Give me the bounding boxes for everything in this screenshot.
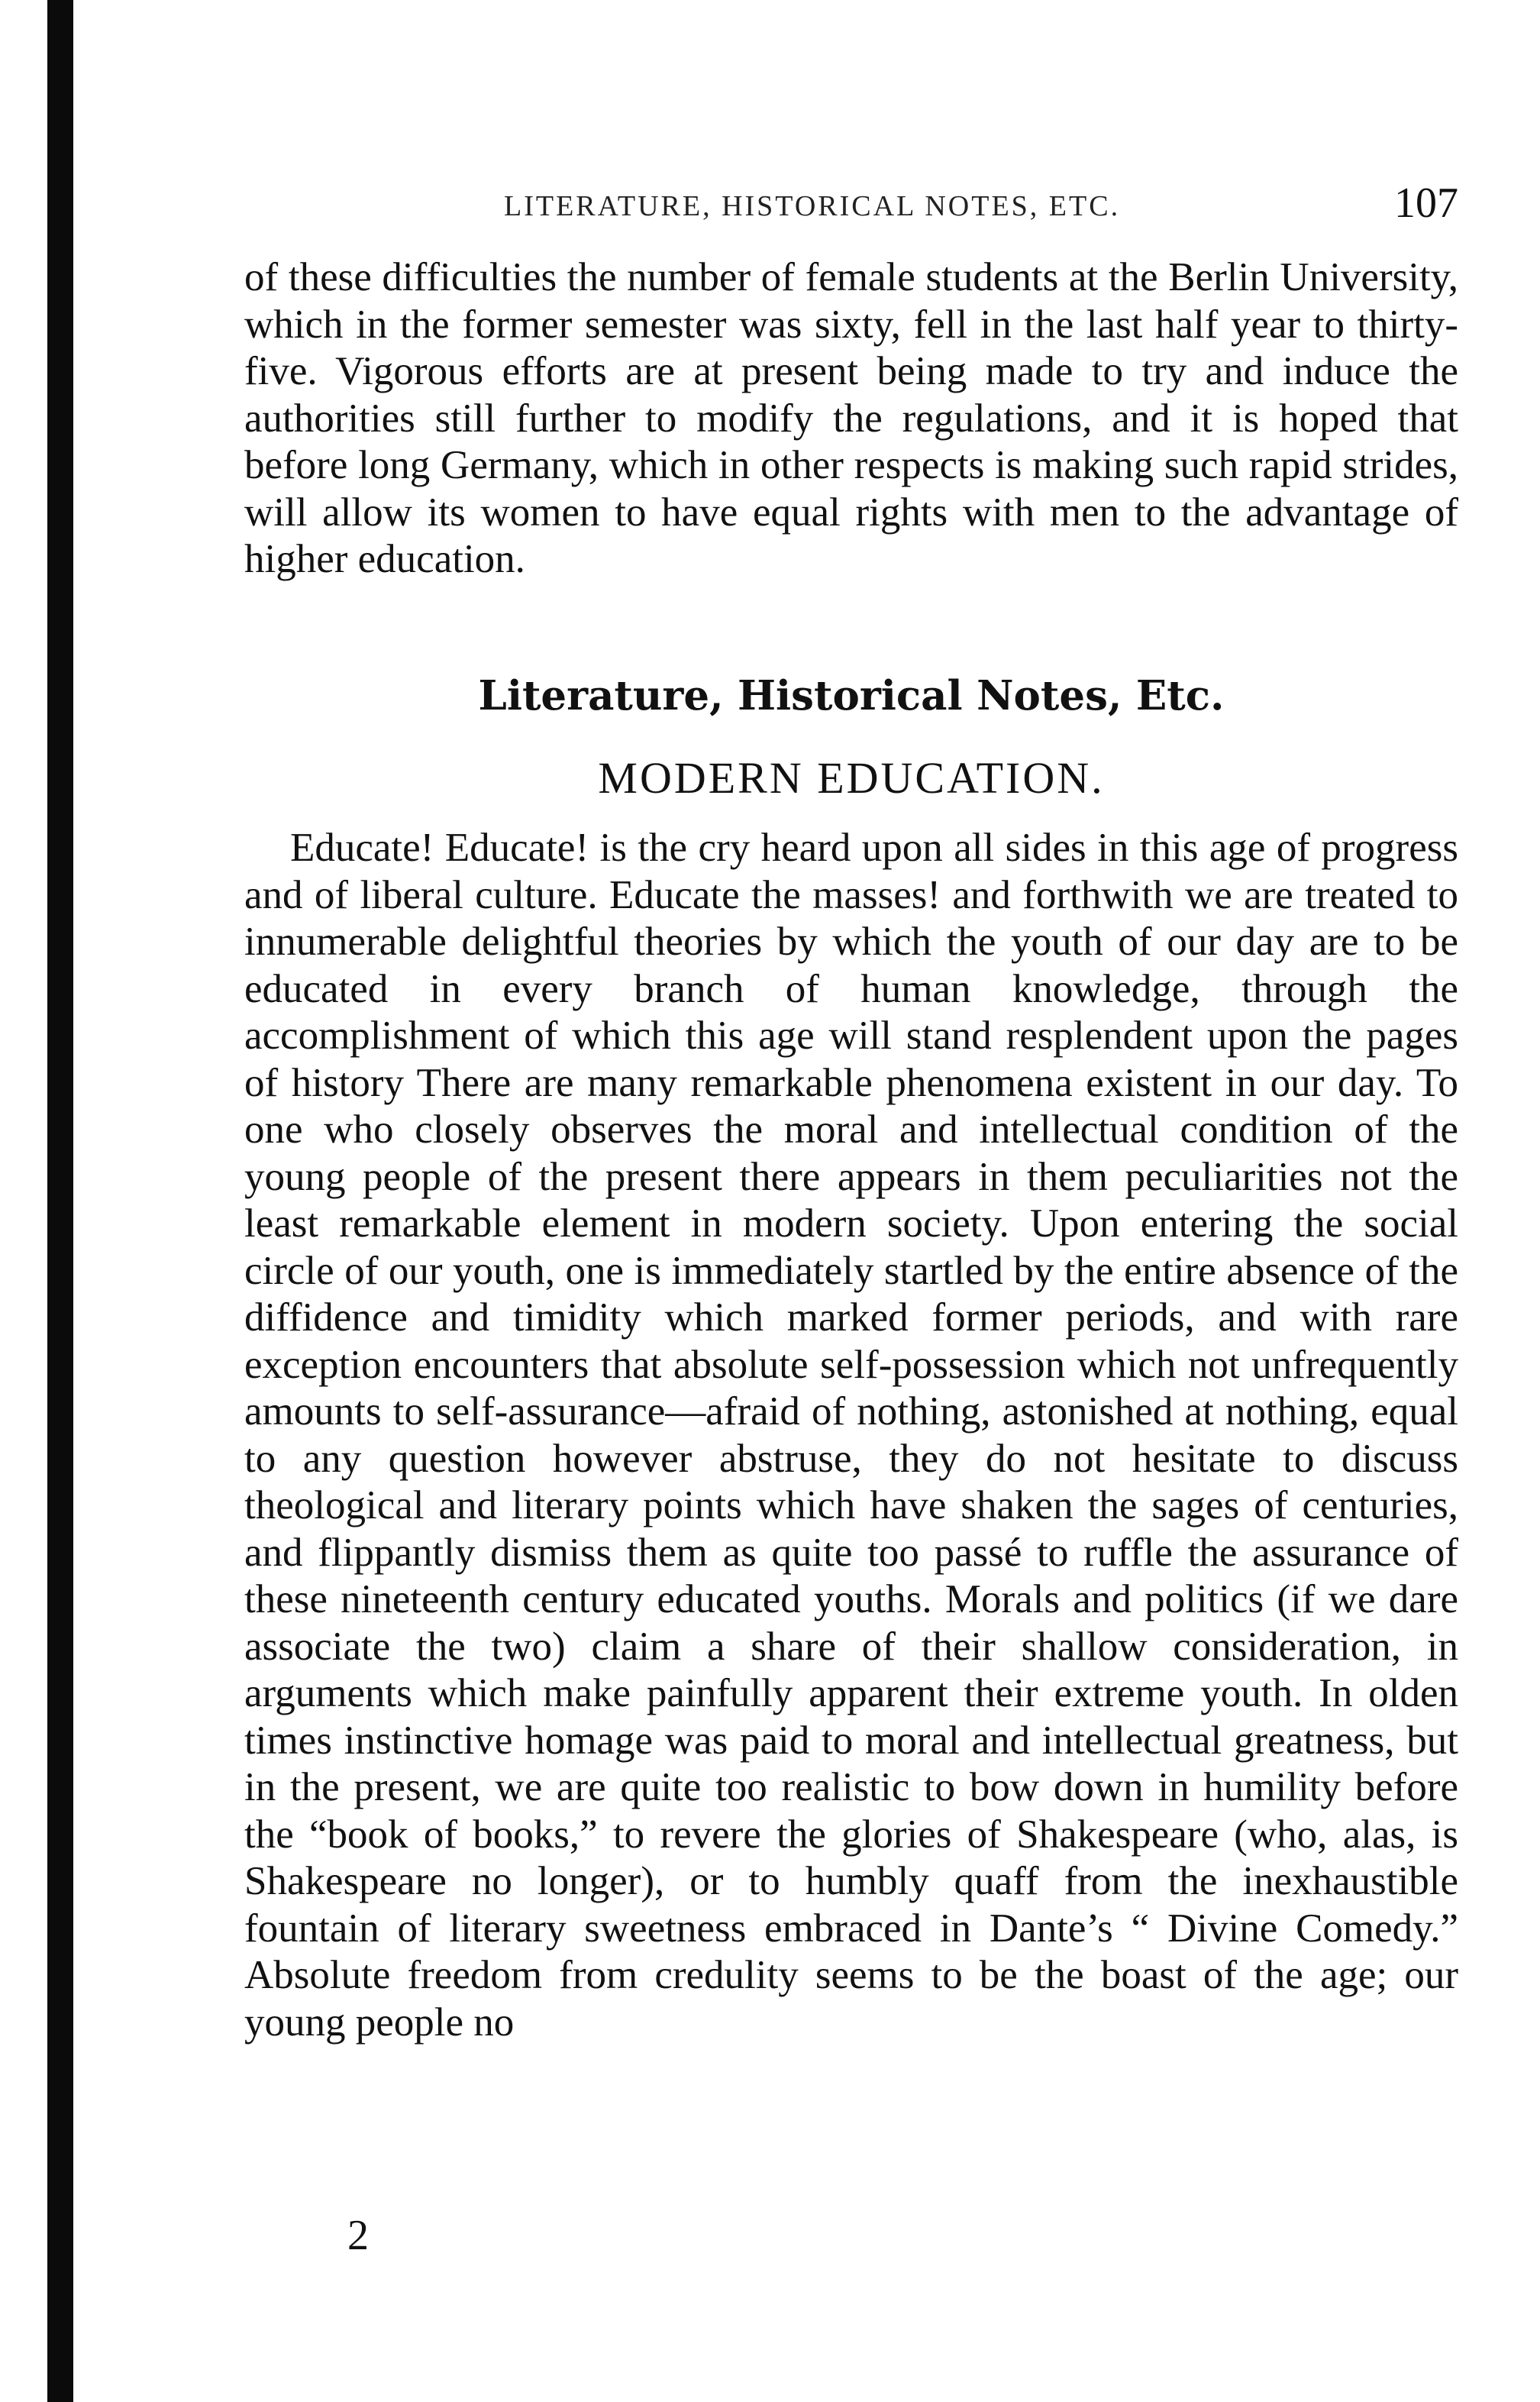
page-binding-edge [47,0,73,2402]
signature-mark: 2 [347,2212,369,2259]
section-title: Literature, Historical Notes, Etc. [478,672,1225,719]
article-body-text: Educate! Educate! is the cry heard upon all sides in this age of progress and of liberal culture. Educate the masses! and forthwith we are treated to innumerable delightful theories by which the youth of our day are to be educated in every branch of human knowledge, through the accomplishment of which this age will stand resplendent upon the pages of history There are many remarkable phenomena existent in our day. To one who closely observes the moral and intellectual condition of the young people of the present there appears in them peculiarities not the least remarkable element in modern society. Upon entering the social circle of our youth, one is immediately startled by the entire absence of the diffidence and timidity which marked former periods, and with rare exception encounters that absolute self-possession which not unfrequently amounts to self-assurance—afraid of nothing, astonished at nothing, equal to any question however abstruse, they do not hesitate to discuss theological and literary points which have shaken the sages of centuries, and flippantly dismiss them as quite too passé to ruffle the assurance of these nineteenth century educated youths. Morals and politics (if we dare associate the two) claim a share of their shallow consideration, in arguments which make painfully apparent their extreme youth. In olden times instinctive homage was paid to moral and intellectual greatness, but in the present, we are quite too realistic to bow down in humility before the “book of books,” to revere the glories of Shakespeare (who, alas, is Shakespeare no longer), or to humbly quaff from the inexhaustible fountain of literary sweetness embraced in Dante’s “ Divine Comedy.” Absolute freedom from credulity seems to be the boast of the age; our young people no [244,826,1458,2045]
running-head: LITERATURE, HISTORICAL NOTES, ETC. [504,190,1121,222]
page-number: 107 [1394,179,1458,227]
article-body [244,825,1458,2046]
page-header [504,179,1458,237]
continued-paragraph [244,254,1458,584]
continued-paragraph-text: of these difficulties the number of female students at the Berlin University, which in the former semester was sixty, fell in the last half year to thirty-five. Vigorous efforts are at present being made to try and induce the authorities still further to modify the regulations, and it is hoped that before long Germany, which in other respects is making such rapid strides, will allow its women to have equal rights with men to the advantage of higher education. [244,255,1458,581]
article-title: MODERN EDUCATION. [598,753,1105,803]
